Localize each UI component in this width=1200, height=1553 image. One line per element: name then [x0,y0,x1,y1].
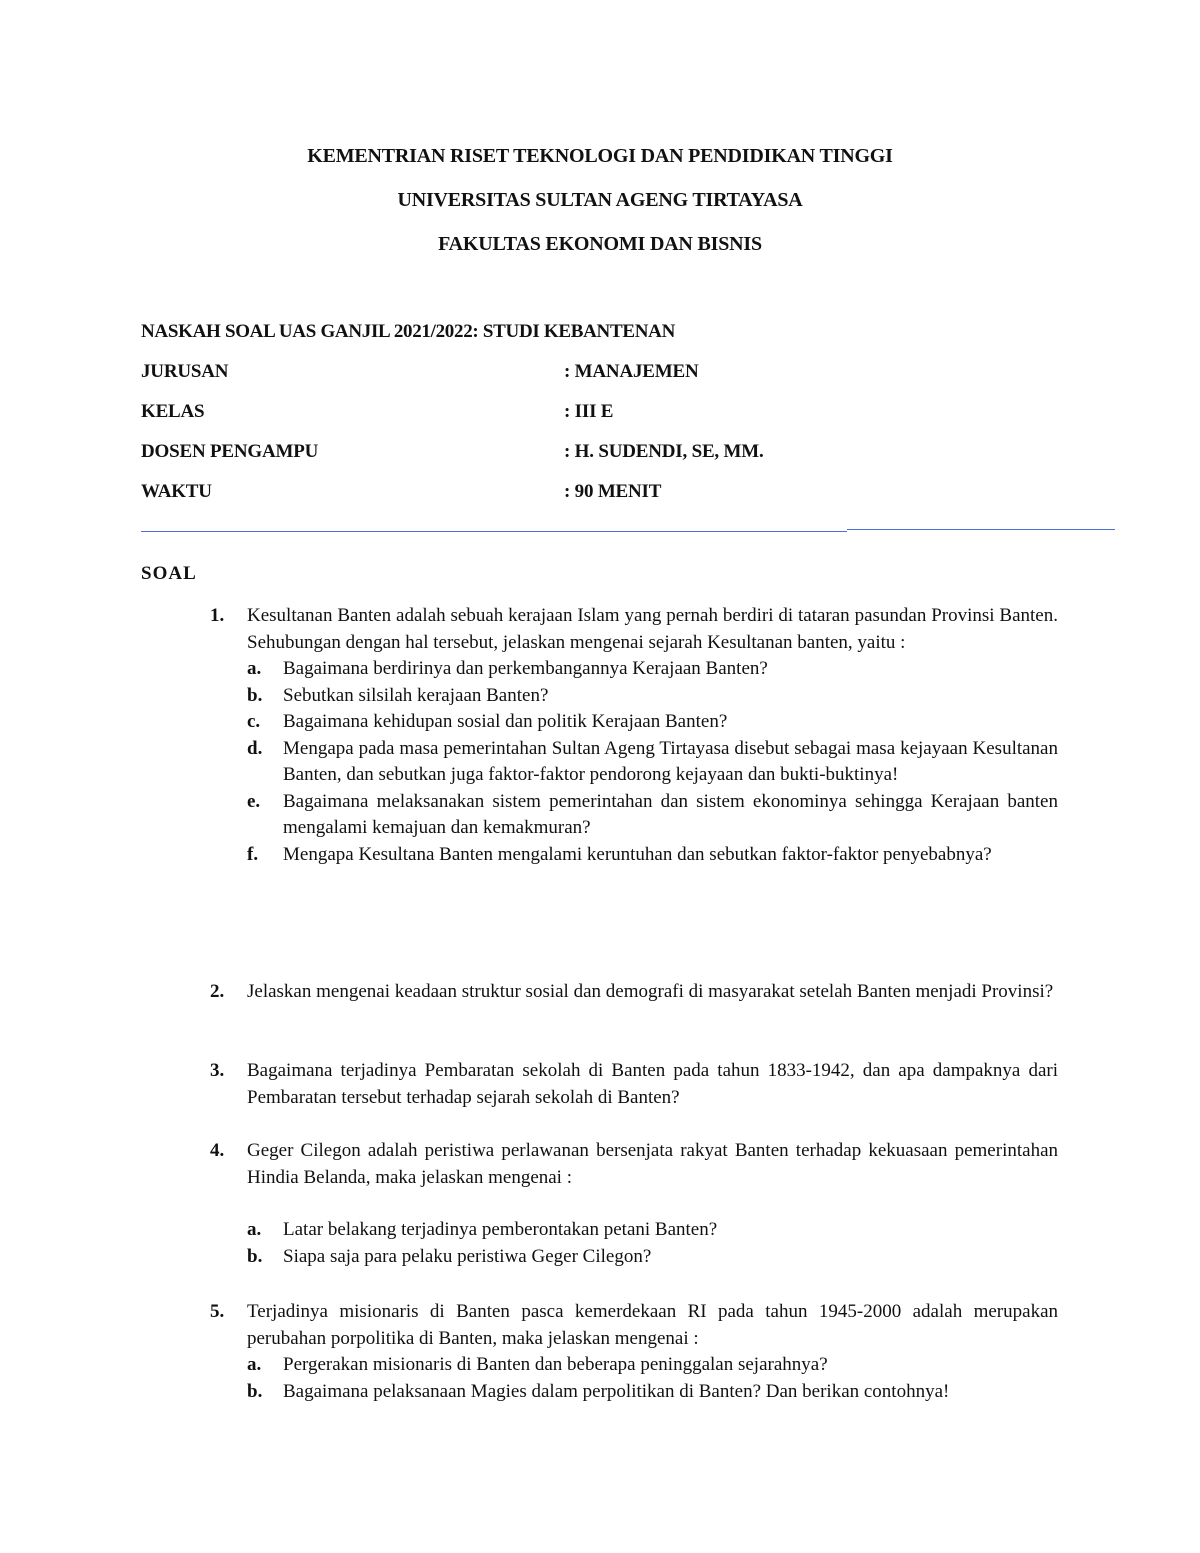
sub-question-letter: e. [247,790,261,812]
info-value: : H. SUDENDI, SE, MM. [564,441,764,462]
info-value: : III E [564,401,614,422]
sub-question-text: Sebutkan silsilah kerajaan Banten? [283,684,549,706]
divider-line [141,531,847,532]
faculty-heading: FAKULTAS EKONOMI DAN BISNIS [438,233,762,255]
info-label: KELAS [141,401,205,422]
question-number: 4. [210,1140,225,1161]
sub-question-text: Bagaimana kehidupan sosial dan politik Kerajaan Banten? [283,711,728,732]
ministry-heading: KEMENTRIAN RISET TEKNOLOGI DAN PENDIDIKAN TINGGI [307,145,893,167]
info-value: : 90 MENIT [564,481,662,502]
question-4 [210,1138,1058,1270]
sub-question-letter: a. [247,658,262,679]
divider-line [847,529,1115,530]
question-2 [210,979,1058,1006]
question-number: 3. [210,1060,225,1081]
question-number: 1. [210,605,225,626]
sub-question-text: Bagaimana pelaksanaan Magies dalam perpolitikan di Banten? Dan berikan contohnya! [283,1380,950,1402]
question-number: 5. [210,1301,225,1322]
info-label: DOSEN PENGAMPU [141,441,319,462]
question-number: 2. [210,981,225,1002]
sub-question-text: Bagaimana melaksanakan sistem pemerintahan dan sistem ekonominya sehingga Kerajaan banten mengalami kemajuan dan kemakmuran? [283,790,1058,838]
question-5 [210,1299,1058,1405]
info-row-waktu [141,481,1041,505]
sub-question-text: Bagaimana berdirinya dan perkembangannya Kerajaan Banten? [283,658,768,679]
university-heading: UNIVERSITAS SULTAN AGENG TIRTAYASA [397,189,803,211]
spacer [210,1191,1058,1217]
sub-question-text: Mengapa Kesultana Banten mengalami keruntuhan dan sebutkan faktor-faktor penyebabnya? [283,843,992,865]
sub-question-text: Siapa saja para pelaku peristiwa Geger Cilegon? [283,1245,652,1267]
sub-question-text: Latar belakang terjadinya pemberontakan petani Banten? [283,1219,718,1240]
sub-question [247,789,1058,842]
sub-question-letter: b. [247,1380,263,1402]
sub-question [247,842,1058,869]
sub-question [247,736,1058,789]
question-text: Bagaimana terjadinya Pembaratan sekolah di Banten pada tahun 1833-1942, dan apa dampaknya dari Pembaratan tersebut terhadap sejarah sekolah di Banten? [247,1060,1058,1108]
sub-question-text: Mengapa pada masa pemerintahan Sultan Ageng Tirtayasa disebut sebagai masa kejayaan Kesultanan Banten, dan sebutkan juga faktor-faktor pendorong kejayaan dan bukti-buktinya! [283,737,1058,785]
sub-question [247,656,1058,683]
info-row-dosen [141,441,1041,465]
info-label: JURUSAN [141,361,229,382]
sub-question-letter: b. [247,684,263,706]
sub-question [247,1352,1058,1379]
question-text: Geger Cilegon adalah peristiwa perlawanan bersenjata rakyat Banten terhadap kekuasaan pemerintahan Hindia Belanda, maka jelaskan mengenai : [247,1140,1058,1188]
sub-question-letter: c. [247,711,261,732]
exam-title: NASKAH SOAL UAS GANJIL 2021/2022: STUDI KEBANTENAN [141,321,675,342]
sub-question [247,709,1058,736]
sub-question [247,683,1058,710]
sub-question [247,1217,1058,1244]
sub-question-letter: d. [247,737,263,759]
sub-question-letter: f. [247,843,259,865]
sub-question [247,1244,1058,1271]
question-1 [210,603,1058,868]
info-value: : MANAJEMEN [564,361,699,382]
question-3 [210,1058,1058,1111]
info-row-jurusan [141,361,1041,385]
section-title: SOAL [141,563,197,584]
sub-question-letter: a. [247,1354,262,1375]
question-text: Kesultanan Banten adalah sebuah kerajaan Islam yang pernah berdiri di tataran pasundan Provinsi Banten. Sehubungan dengan hal tersebut, jelaskan mengenai sejarah Kesultanan banten, yaitu : [247,605,1058,653]
sub-question-letter: a. [247,1219,262,1240]
info-label: WAKTU [141,481,212,502]
sub-question-letter: b. [247,1245,263,1267]
sub-question-text: Pergerakan misionaris di Banten dan beberapa peninggalan sejarahnya? [283,1354,828,1375]
question-text: Terjadinya misionaris di Banten pasca kemerdekaan RI pada tahun 1945-2000 adalah merupakan perubahan porpolitika di Banten, maka jelaskan mengenai : [247,1301,1058,1349]
question-text: Jelaskan mengenai keadaan struktur sosial dan demografi di masyarakat setelah Banten menjadi Provinsi? [247,981,1054,1002]
sub-question [247,1379,1058,1406]
info-row-kelas [141,401,1041,425]
